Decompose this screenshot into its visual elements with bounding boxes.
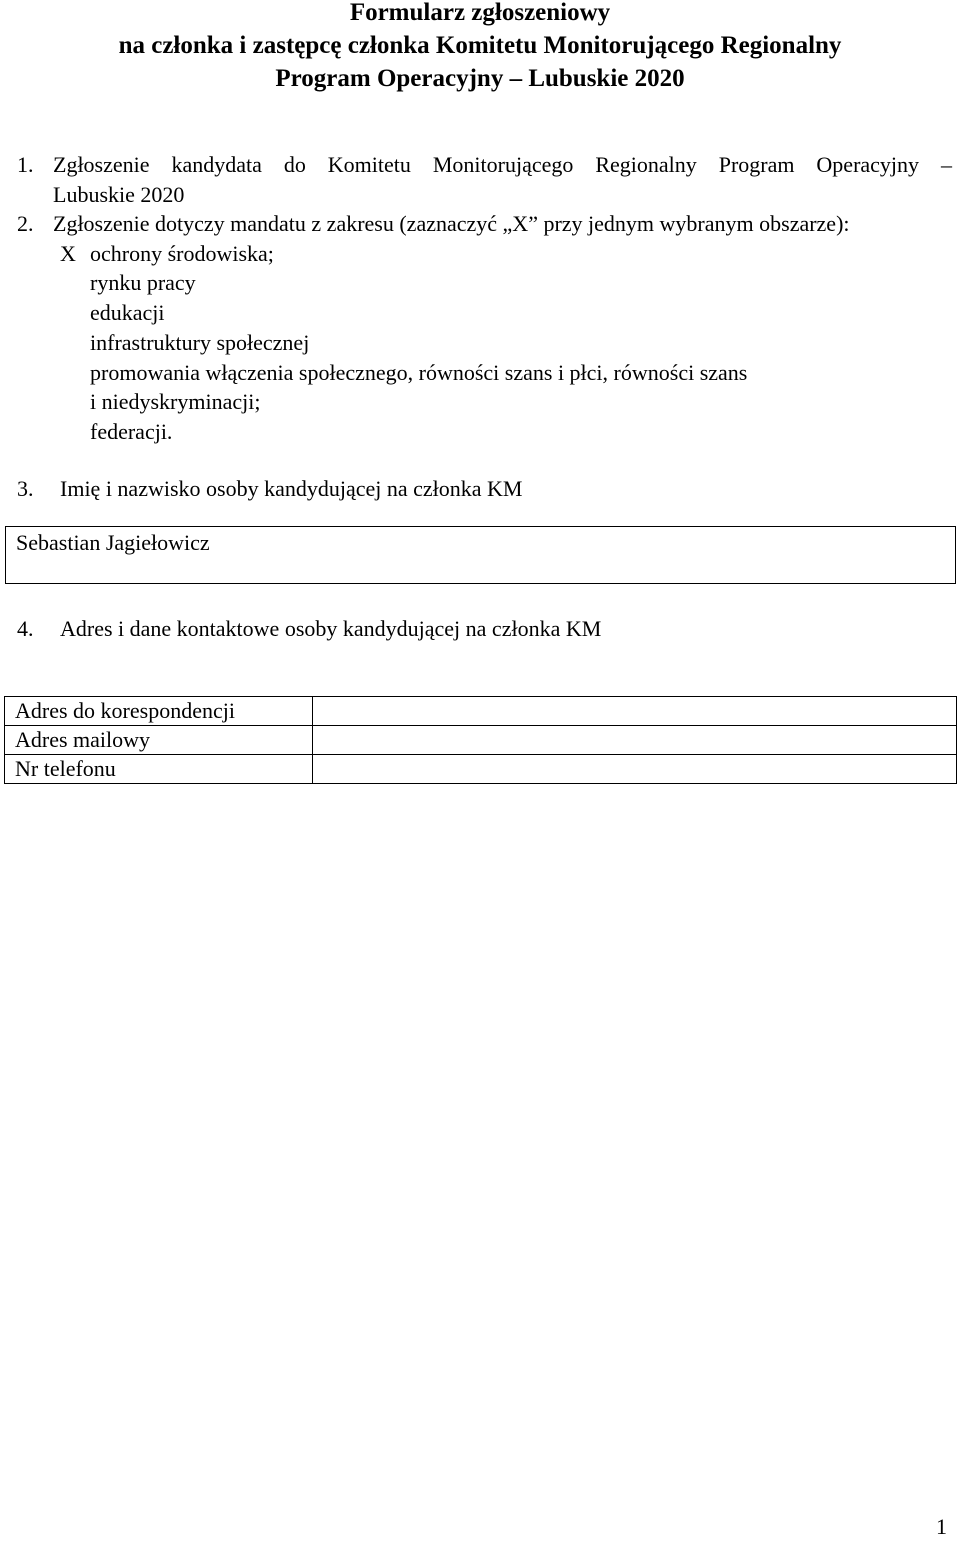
option-label-education: edukacji [90,300,165,325]
contact-value-phone[interactable] [313,755,957,784]
option-mark-environment[interactable]: X [60,241,76,266]
contact-label-phone: Nr telefonu [5,755,313,784]
section-4-text: Adres i dane kontaktowe osoby kandydującej na członka KM [60,616,602,641]
section-3-text: Imię i nazwisko osoby kandydującej na członka KM [60,476,523,501]
option-label-environment: ochrony środowiska; [90,241,274,266]
title-line-3: Program Operacyjny – Lubuskie 2020 [275,65,685,92]
section-1-text-line-2: Lubuskie 2020 [53,182,185,207]
title-line-2: na członka i zastępcę członka Komitetu Monitorującego Regionalny [118,32,842,59]
section-2-number: 2. [17,211,34,236]
contact-label-email: Adres mailowy [5,726,313,755]
section-4-number: 4. [17,616,34,641]
contact-label-address: Adres do korespondencji [5,697,313,726]
option-label-social-inclusion: promowania włączenia społecznego, równości szans i płci, równości szans [90,360,748,385]
section-1-text [53,150,953,210]
candidate-name-value: Sebastian Jagiełowicz [16,530,210,555]
table-row [5,726,957,755]
table-row [5,755,957,784]
section-2-text: Zgłoszenie dotyczy mandatu z zakresu (zaznaczyć „X” przy jednym wybranym obszarze): [53,211,850,236]
candidate-name-field[interactable] [5,526,956,584]
contact-value-address[interactable] [313,697,957,726]
contact-value-email[interactable] [313,726,957,755]
option-label-social-infrastructure: infrastruktury społecznej [90,330,310,355]
contact-details-table [4,696,957,784]
option-label-federations: federacji. [90,419,173,444]
section-3-number: 3. [17,476,34,501]
option-label-labour-market: rynku pracy [90,270,196,295]
title-line-1: Formularz zgłoszeniowy [349,0,611,26]
page-number: 1 [936,1514,947,1539]
section-1-number: 1. [17,152,34,177]
section-1-text-line-1: Zgłoszenie kandydata do Komitetu Monitorującego Regionalny Program Operacyjny – [53,152,952,177]
option-label-non-discrimination: i niedyskryminacji; [90,389,261,414]
table-row [5,697,957,726]
form-title [0,0,960,95]
